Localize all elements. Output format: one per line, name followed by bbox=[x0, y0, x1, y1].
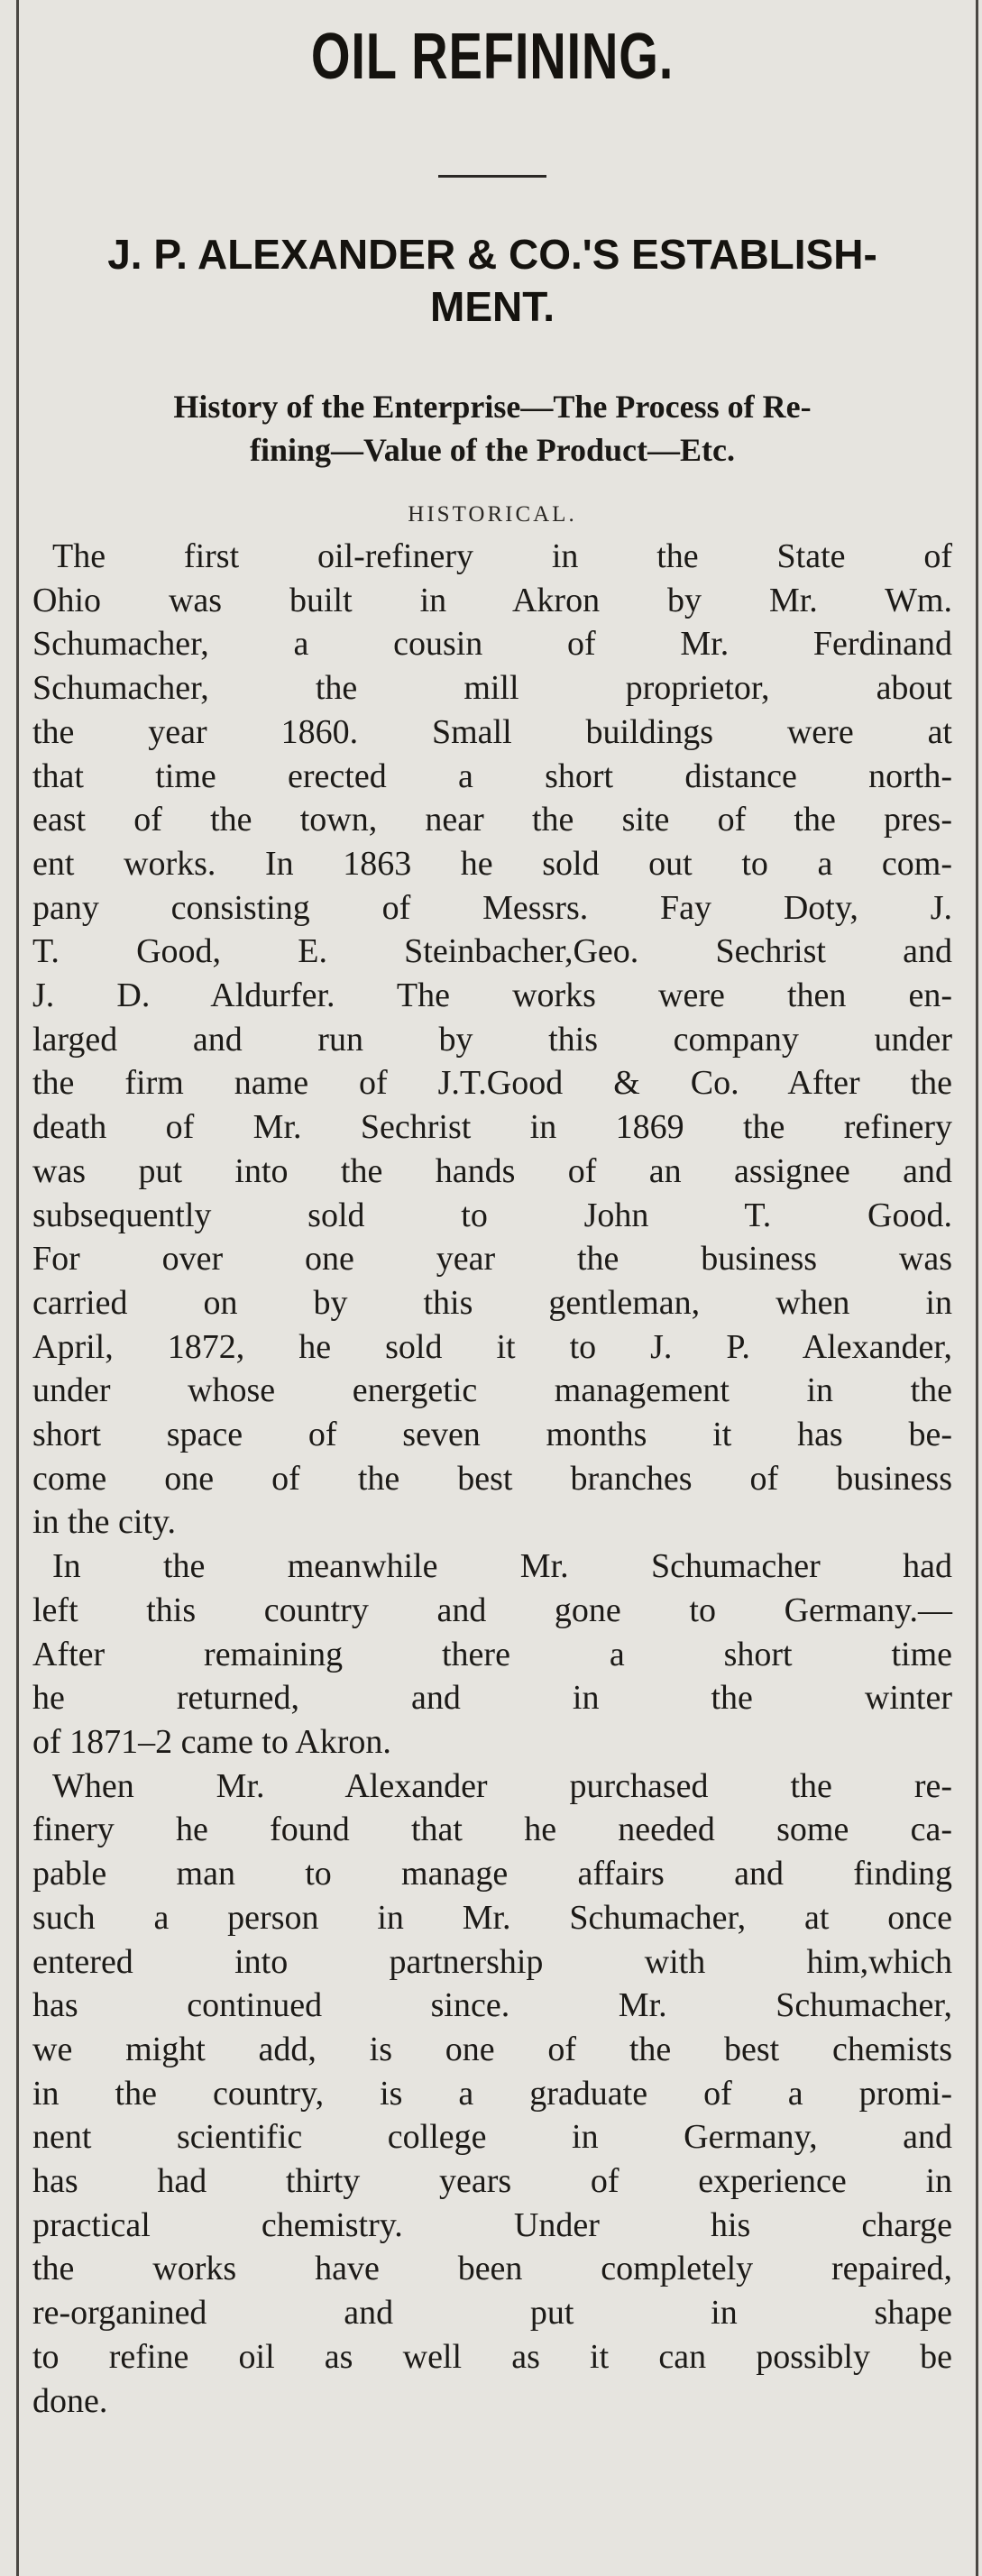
text-line: short space of seven months it has be- bbox=[32, 1416, 952, 1454]
text-line: subsequently sold to John T. Good. bbox=[32, 1196, 952, 1234]
text-line: the year 1860. Small buildings were at bbox=[32, 712, 952, 751]
text-line: come one of the best branches of business bbox=[32, 1459, 952, 1498]
text-line: T. Good, E. Steinbacher,Geo. Sechrist and bbox=[32, 932, 952, 971]
text-line: ent works. In 1863 he sold out to a com- bbox=[32, 844, 952, 883]
text-line: has continued since. Mr. Schumacher, bbox=[32, 1986, 952, 2025]
deck-line: History of the Enterprise—The Process of Re- bbox=[173, 389, 812, 425]
text-line: pable man to manage affairs and finding bbox=[32, 1855, 952, 1893]
text-line: done. bbox=[32, 2381, 108, 2420]
text-line: the works have been completely repaired, bbox=[32, 2250, 952, 2288]
text-line: that time erected a short distance north- bbox=[32, 756, 952, 795]
column-rule-right bbox=[976, 0, 978, 2576]
text-line: When Mr. Alexander purchased the re- bbox=[52, 1766, 952, 1805]
text-line: under whose energetic management in the bbox=[32, 1371, 952, 1410]
text-line: in the country, is a graduate of a promi- bbox=[32, 2074, 952, 2113]
text-line: April, 1872, he sold it to J. P. Alexander, bbox=[32, 1327, 952, 1366]
headline: OIL REFINING. bbox=[310, 21, 675, 93]
text-line: was put into the hands of an assignee and bbox=[32, 1151, 952, 1190]
section-label: HISTORICAL. bbox=[408, 502, 577, 527]
text-line: larged and run by this company under bbox=[32, 1020, 952, 1059]
text-line: For over one year the business was bbox=[32, 1240, 952, 1279]
subheadline bbox=[32, 228, 952, 333]
article bbox=[32, 16, 952, 2423]
text-line: practical chemistry. Under his charge bbox=[32, 2205, 952, 2244]
text-line: The first oil-refinery in the State of bbox=[52, 537, 952, 575]
text-line: Ohio was built in Akron by Mr. Wm. bbox=[32, 581, 952, 619]
text-line: left this country and gone to Germany.— bbox=[32, 1591, 952, 1629]
text-line: finery he found that he needed some ca- bbox=[32, 1811, 952, 1849]
text-line: in the city. bbox=[32, 1503, 176, 1542]
text-line: east of the town, near the site of the pres- bbox=[32, 801, 952, 839]
text-line: In the meanwhile Mr. Schumacher had bbox=[52, 1547, 952, 1586]
text-line: re-organined and put in shape bbox=[32, 2294, 952, 2333]
paragraph bbox=[32, 535, 952, 1545]
paragraph bbox=[32, 1545, 952, 1765]
column-rule-left bbox=[16, 0, 19, 2576]
headline-divider bbox=[438, 175, 546, 178]
text-line: death of Mr. Sechrist in 1869 the refinery bbox=[32, 1108, 952, 1147]
text-line: J. D. Aldurfer. The works were then en- bbox=[32, 976, 952, 1015]
text-line: Schumacher, a cousin of Mr. Ferdinand bbox=[32, 625, 952, 664]
subheadline-line: MENT. bbox=[430, 283, 555, 330]
text-line: has had thirty years of experience in bbox=[32, 2162, 952, 2201]
paragraph bbox=[32, 1765, 952, 2424]
text-line: we might add, is one of the best chemists bbox=[32, 2030, 952, 2068]
deck-line: fining—Value of the Product—Etc. bbox=[249, 432, 735, 468]
text-line: carried on by this gentleman, when in bbox=[32, 1283, 952, 1322]
article-body bbox=[32, 535, 952, 2423]
text-line: such a person in Mr. Schumacher, at once bbox=[32, 1898, 952, 1937]
deck bbox=[32, 385, 952, 472]
subheadline-line: J. P. ALEXANDER & CO.'S ESTABLISH- bbox=[107, 231, 877, 278]
text-line: the firm name of J.T.Good & Co. After the bbox=[32, 1064, 952, 1103]
text-line: to refine oil as well as it can possibly be bbox=[32, 2337, 952, 2376]
text-line: After remaining there a short time bbox=[32, 1635, 952, 1673]
text-line: of 1871–2 came to Akron. bbox=[32, 1722, 391, 1761]
text-line: entered into partnership with him,which bbox=[32, 1942, 952, 1981]
text-line: Schumacher, the mill proprietor, about bbox=[32, 669, 952, 708]
text-line: nent scientific college in Germany, and bbox=[32, 2118, 952, 2157]
text-line: he returned, and in the winter bbox=[32, 1679, 952, 1718]
text-line: pany consisting of Messrs. Fay Doty, J. bbox=[32, 888, 952, 927]
